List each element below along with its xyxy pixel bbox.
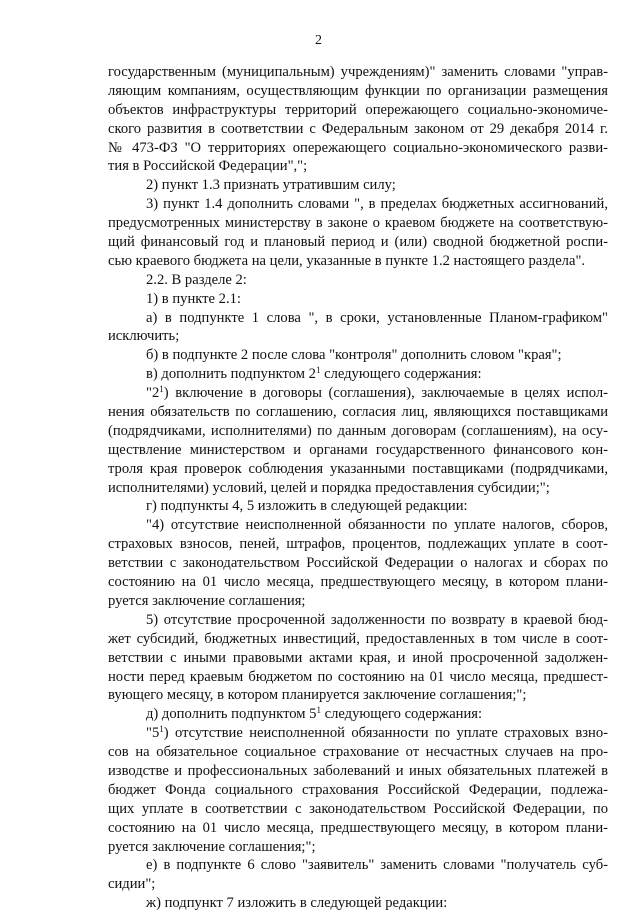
text-line: состоянию на 01 число месяца, предшествующего месяцу, в котором плани- <box>108 819 608 836</box>
superscript: 1 <box>159 384 164 395</box>
text-line: исключить; <box>108 328 180 345</box>
text-line: г) подпункты 4, 5 изложить в следующей редакции: <box>146 498 468 515</box>
text-line: жет субсидий, бюджетных инвестиций, предоставленных в том числе в соот- <box>108 630 608 647</box>
text-line: 2.2. В разделе 2: <box>146 271 247 288</box>
text-line: щий финансовый год и плановый период и (или) сводной бюджетной роспи- <box>108 234 608 251</box>
text-line: д) дополнить подпунктом $5^1$ следующего содержания: <box>146 705 483 723</box>
text-line: 2) пункт 1.3 признать утратившим силу; <box>146 177 396 194</box>
superscript: 1 <box>315 365 321 376</box>
text-line: б) в подпункте 2 после слова "контроля" дополнить словом "края"; <box>146 347 562 364</box>
text-line: 1) в пункте 2.1: <box>146 290 241 307</box>
text-line: 5) отсутствие просроченной задолженности по возврату в краевой бюд- <box>146 611 608 628</box>
text-line: ности перед краевым бюджетом по состоянию на 01 число месяца, предшест- <box>108 668 608 685</box>
text-line: ляющим компаниям, осуществляющим функции по организации размещения <box>108 82 608 99</box>
text-line: вующего месяцу, в котором планируется заключение соглашения;"; <box>108 687 527 704</box>
text-line: а) в подпункте 1 слова ", в сроки, установленные Планом-графиком" <box>146 309 608 326</box>
text-line: страховых взносов, пеней, штрафов, процентов, подлежащих уплате в соот- <box>108 536 608 553</box>
text-line: ветствии с иными правовыми актами края, и иной просроченной задолжен- <box>108 649 608 666</box>
text-line: государственным (муниципальным) учреждениям)" заменить словами "управ- <box>108 64 608 80</box>
text-line: "$5^1$) отсутствие неисполненной обязанности по уплате страховых взно- <box>146 724 608 742</box>
text-line: состоянию на 01 число месяца, предшествующего месяцу, в котором плани- <box>108 574 608 591</box>
page-number: 2 <box>315 33 322 48</box>
superscript: 1 <box>159 724 164 735</box>
text-line: "4) отсутствие неисполненной обязанности по уплате налогов, сборов, <box>146 517 608 534</box>
text-line: объектов инфраструктуры территорий опережающего социально-экономиче- <box>108 101 608 118</box>
text-line: тия в Российской Федерации","; <box>108 158 308 175</box>
text-line: ж) подпункт 7 изложить в следующей редакции: <box>146 895 448 912</box>
superscript: 1 <box>316 705 321 716</box>
text-line: руется заключение соглашения; <box>108 592 306 609</box>
text-line: сидии"; <box>108 876 156 893</box>
text-line: предусмотренных министерству в законе о краевом бюджете на соответствую- <box>108 215 608 232</box>
text-line: в) дополнить подпунктом $2^1$ следующего содержания: <box>146 365 482 383</box>
text-line: "$2^1$) включение в договоры (соглашения), заключаемые в целях испол- <box>146 384 608 402</box>
text-line: ществление министерством и органами государственного финансового кон- <box>108 441 608 458</box>
text-line: ветствии с законодательством Российской Федерации о налогах и сборах по <box>108 555 608 572</box>
text-line: руется заключение соглашения;"; <box>108 838 316 855</box>
text-line: изводстве и профессиональных заболеваний и иных обязательных платежей в <box>108 762 608 779</box>
text-line: щих уплате в соответствии с законодательством Российской Федерации, по <box>108 800 608 817</box>
text-line: сов на обязательное социальное страхование от несчастных случаев на про- <box>108 744 608 761</box>
text-line: № 473-ФЗ "О территориях опережающего социально-экономического разви- <box>108 139 608 156</box>
text-line: сью краевого бюджета на цели, указанные в пункте 1.2 настоящего раздела". <box>108 252 586 269</box>
text-line: бюджет Фонда социального страхования Российской Федерации, подлежа- <box>108 781 608 798</box>
text-line: (подрядчиками, исполнителями) по данным договорам (соглашениям), на осу- <box>108 422 608 439</box>
text-line: 3) пункт 1.4 дополнить словами ", в пределах бюджетных ассигнований, <box>146 196 608 213</box>
text-line: троля края проверок соблюдения указанными поставщиками (подрядчиками, <box>108 460 608 477</box>
text-line: нения обязательств по соглашению, согласия лиц, являющихся поставщиками <box>108 404 608 421</box>
text-line: ского развития в соответствии с Федеральным законом от 29 декабря 2014 г. <box>108 120 608 137</box>
text-line: е) в подпункте 6 слово "заявитель" заменить словами "получатель суб- <box>146 857 608 874</box>
document-body <box>108 63 608 913</box>
text-line: исполнителями) условий, целей и порядка предоставления субсидии;"; <box>108 479 550 496</box>
